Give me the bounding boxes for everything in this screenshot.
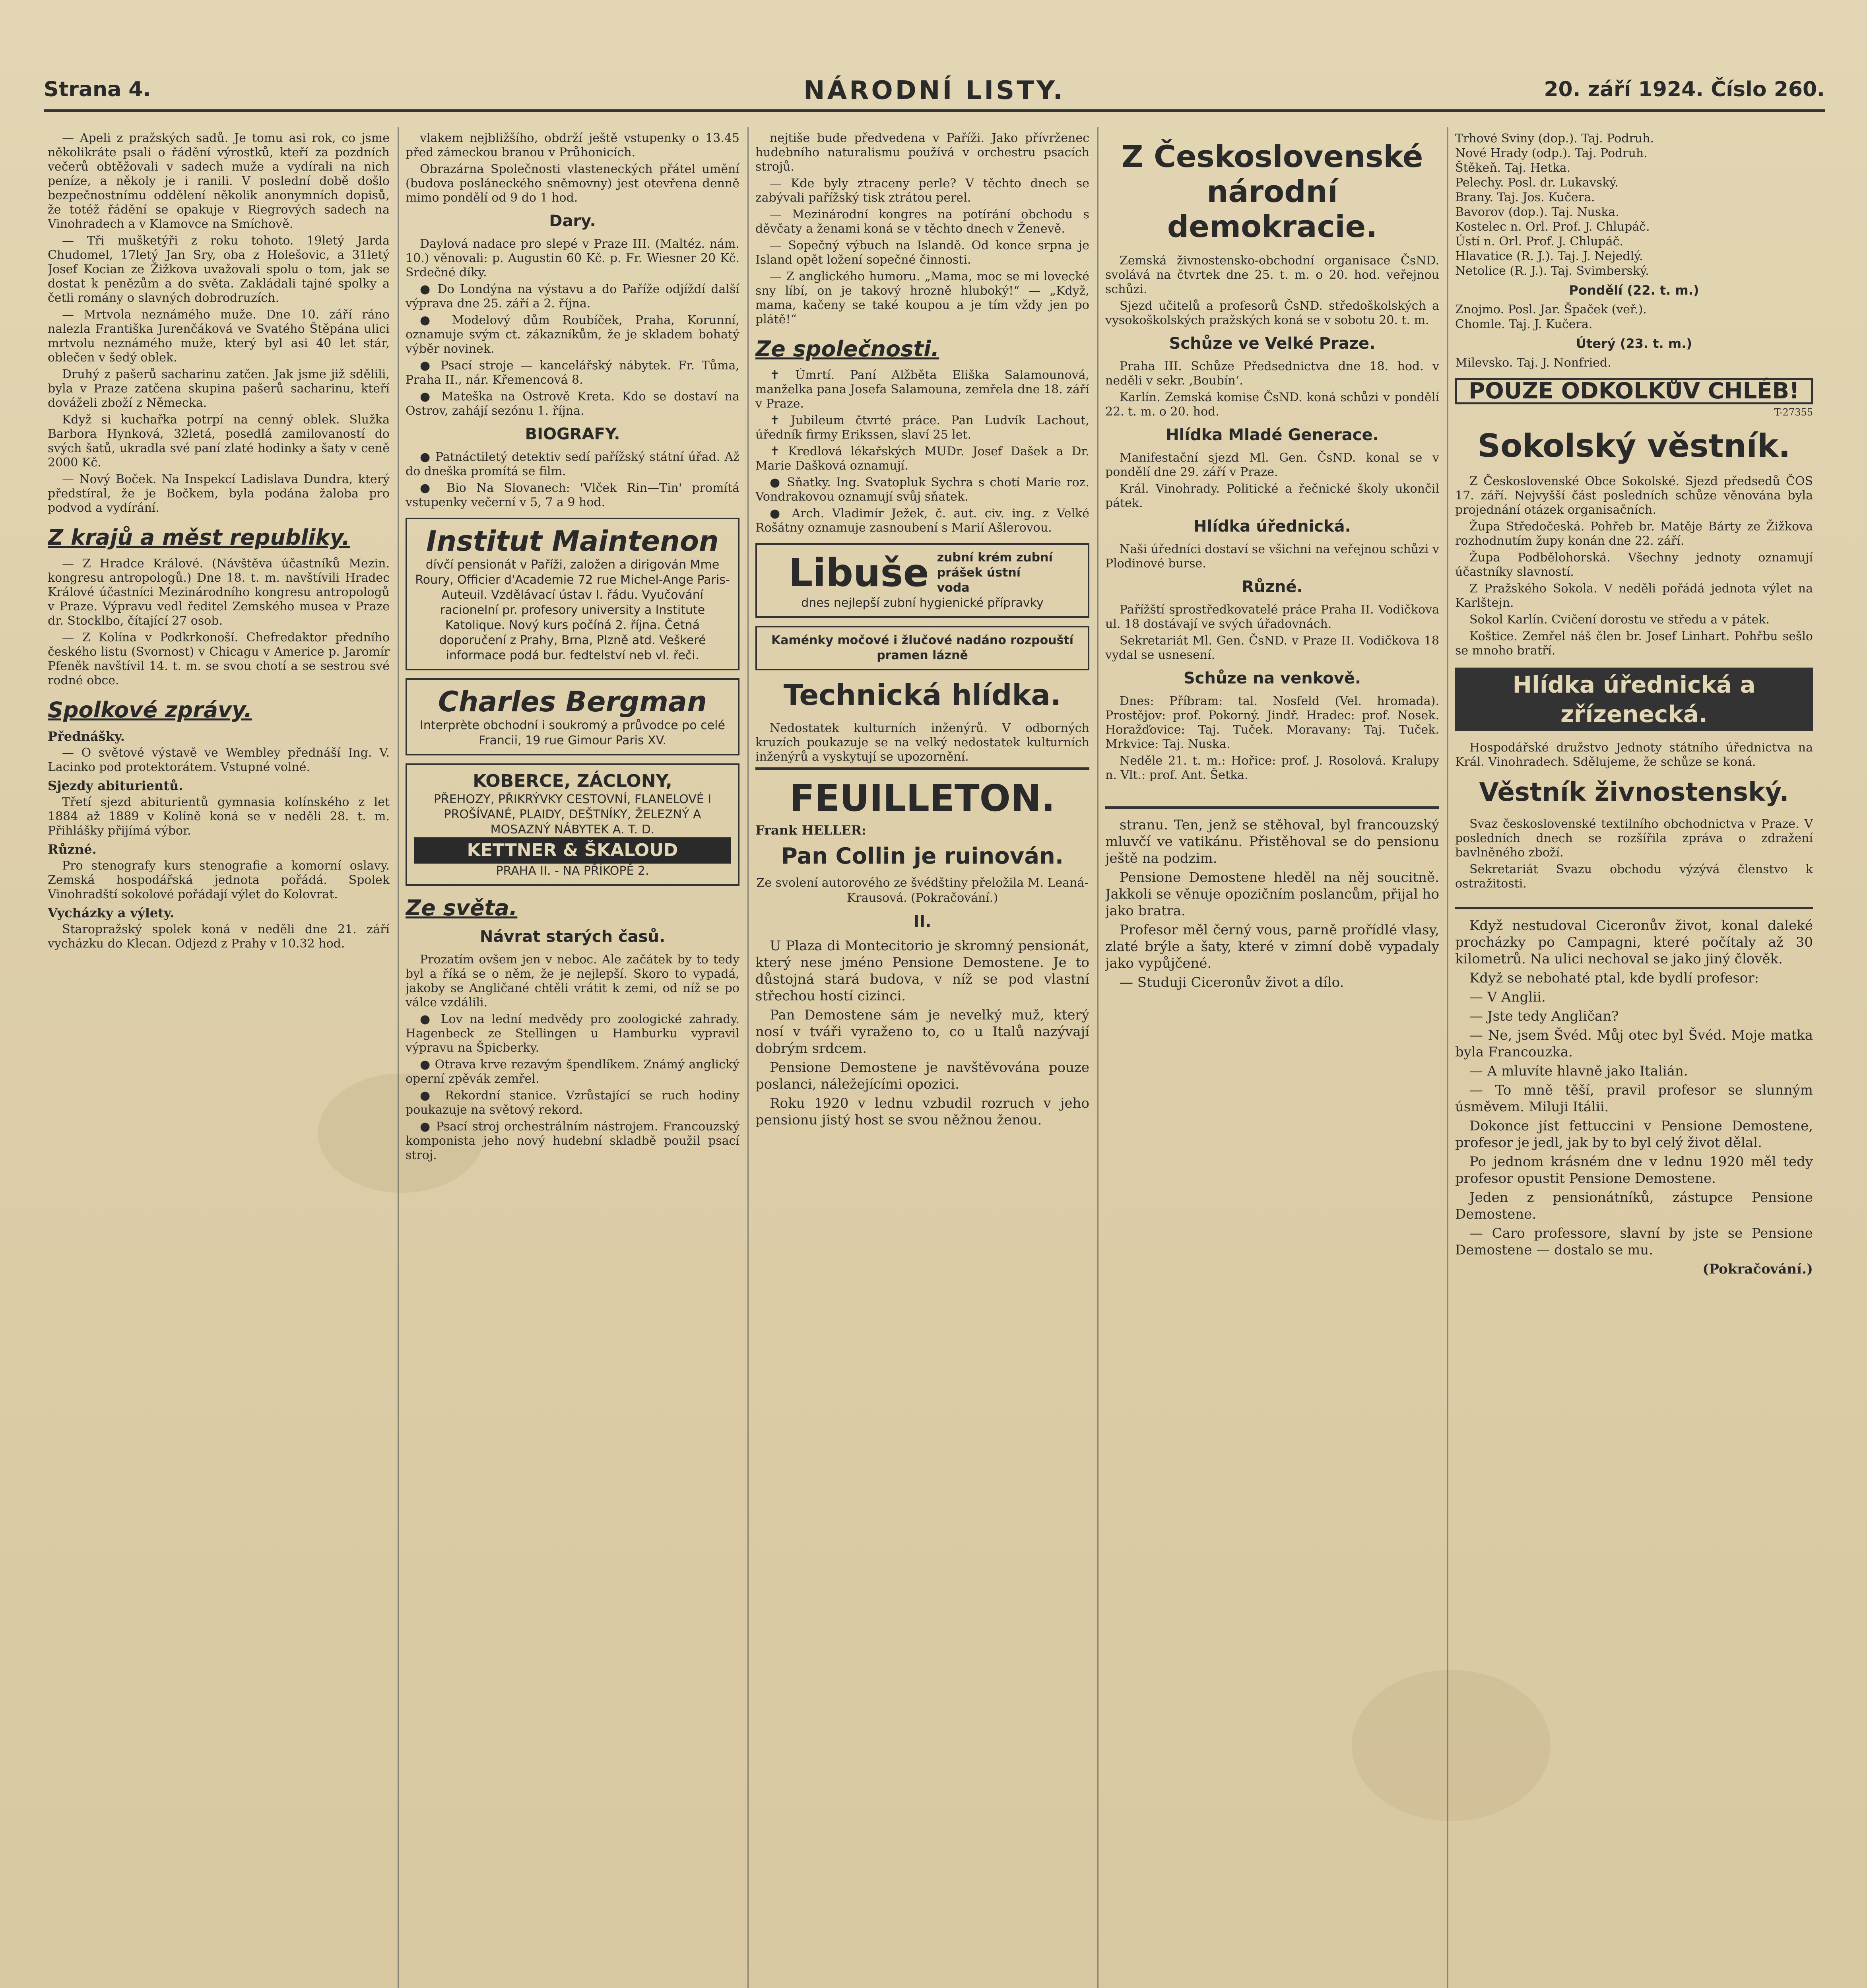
article: Neděle 21. t. m.: Hořice: prof. J. Rosolová. Kralupy n. Vlt.: prof. Ant. Šetka. (1105, 754, 1439, 782)
column-3 (755, 131, 1089, 1988)
article: Pařížští sprostředkovatelé práce Praha II. Vodičkova ul. 18 dostávají ve svých úřadovnách. (1105, 603, 1439, 631)
subheading: Schůze na venkově. (1183, 669, 1361, 687)
ad-title: Charles Bergman (438, 685, 707, 718)
masthead (44, 74, 1825, 112)
subheading: Schůze ve Velké Praze. (1169, 334, 1376, 353)
feuilleton-paragraph: Pan Demostene sám je nevelký muž, který nosí v tváři vyraženo to, co u Italů nazývají dobrým srdcem. (755, 1007, 1089, 1056)
feuilleton-paragraph: stranu. Ten, jenž se stěhoval, byl francouzský mluvčí ve vatikánu. Přistěhoval se do pensionu ještě na podzim. (1105, 817, 1439, 866)
advertisement-maintenon (406, 518, 739, 670)
article: Pro stenografy kurs stenografie a komorní oslavy. Zemská hospodářská jednota pořádá. Spolek Vinohradští sokolové pořádají výlet do Kolovrat. (48, 859, 390, 901)
divider (755, 767, 1089, 770)
article: Z Československé Obce Sokolské. Sjezd předsedů ČOS 17. září. Nejvyšší část posledních schůze věnována byla projednání otázek organisačních. (1455, 474, 1813, 517)
article: ● Modelový dům Roubíček, Praha, Korunní, oznamuje svým ct. zákazníkům, že je skladem bohatý výběr novinek. (406, 313, 739, 356)
ad-text: dívčí pensionát v Paříži, založen a dirigován Mme Roury, Officier d'Academie 72 rue Michel-Ange Paris-Auteuil. Vzdělávací ústav I. řádu. Vyučování racionelní pr. profesory university a Institute Katolique. Nový kurs počíná 2. října. Četná doporučení z Prahy, Brna, Plzně atd. Veškeré informace podá bur. fedtelství neb vl. řeči. (415, 558, 730, 662)
article: Sekretariát Svazu obchodu výzývá členstvo k ostražitosti. (1455, 862, 1813, 891)
section-title: Technická hlídka. (783, 678, 1062, 712)
feuilleton-paragraph: Když se nebohaté ptal, kde bydlí profesor: (1469, 970, 1759, 986)
article: ● Otrava krve rezavým špendlíkem. Známý anglický operní zpěvák zemřel. (406, 1058, 739, 1086)
ad-text: dnes nejlepší zubní hygienické přípravky (801, 596, 1044, 610)
ad-text: Kaménky močové i žlučové nadáno rozpouští pramen lázně (771, 633, 1074, 662)
newspaper-title: NÁRODNÍ LISTY. (803, 76, 1065, 105)
section-heading: Ze světa. (406, 895, 518, 920)
article: ● Psací stroje — kancelářský nábytek. Fr. Tůma, Praha II., nár. Křemencová 8. (406, 359, 739, 387)
feuilleton-paragraph: — Jste tedy Angličan? (1469, 1008, 1619, 1024)
article: Z Pražského Sokola. V neděli pořádá jednota výlet na Karlštejn. (1455, 582, 1813, 610)
article: ● Arch. Vladimír Ježek, č. aut. civ. ing. z Velké Rošátny oznamuje zasnoubení s Marií Ašlerovou. (755, 507, 1089, 535)
article: ✝ Úmrtí. Paní Alžběta Eliška Salamounová, manželka pana Josefa Salamouna, zemřela dne 18. září v Praze. (755, 368, 1089, 411)
list-item: Milevsko. Taj. J. Nonfried. (1455, 356, 1611, 370)
column-5 (1455, 131, 1813, 1988)
article: ✝ Kredlová lékařských MUDr. Josef Dašek a Dr. Marie Dašková oznamují. (755, 445, 1089, 473)
list-item: Trhové Sviny (dop.). Taj. Podruh. (1455, 132, 1654, 146)
article: — Z anglického humoru. „Mama, moc se mi lovecké sny líbí, on je takový hrozně hluboký!“ — „Když, mama, kačeny se také koupou a je tím vždy jen po plátě!“ (755, 270, 1089, 326)
issue-date: 20. září 1924. Číslo 260. (1544, 78, 1825, 101)
article: Sekretariát Ml. Gen. ČsND. v Praze II. Vodičkova 18 vydal se usnesení. (1105, 634, 1439, 662)
ad-address: PRAHA II. - NA PŘÍKOPĚ 2. (496, 864, 649, 878)
article: ● Patnáctiletý detektiv sedí pařížský státní úřad. Až do dneška promítá se film. (406, 450, 739, 478)
advertisement-libuse (755, 543, 1089, 618)
feuilleton-paragraph: Roku 1920 v lednu vzbudil rozruch v jeho pensionu jistý host se svou něžnou ženou. (755, 1095, 1089, 1128)
article: — Kde byly ztraceny perle? V těchto dnech se zabývali pařížský tisk ztrátou perel. (755, 177, 1089, 205)
day-heading: Úterý (23. t. m.) (1576, 336, 1692, 351)
list-item: Hlavatice (R. J.). Taj. J. Nejedlý. (1455, 249, 1643, 263)
article: Dnes: Příbram: tal. Nosfeld (Vel. hromada). Prostějov: prof. Pokorný. Jindř. Hradec: prof. Nosek. Horažďovice: Taj. Tuček. Moravany: Taj. Tuček. Mrkvice: Taj. Nuska. (1105, 694, 1439, 751)
feuilleton-paragraph: U Plaza di Montecitorio je skromný pensionát, který nese jméno Pensione Demostene. Je to důstojná stará budova, v níž se pod vlastní střechou hostí cizinci. (755, 938, 1089, 1004)
advertisement-kamenky (755, 626, 1089, 670)
chapter-number: II. (913, 912, 932, 931)
feuilleton-paragraph: — To mně těší, pravil profesor se slunným úsměvem. Miluji Itálii. (1455, 1082, 1813, 1115)
article: — Sopečný výbuch na Islandě. Od konce srpna je Island opět ložení sopečné činnosti. (755, 239, 1089, 267)
feuilleton-paragraph: Po jednom krásném dne v lednu 1920 měl tedy profesor opustit Pensione Demostene. (1455, 1154, 1813, 1186)
feuilleton-story-title: Pan Collin je ruinován. (781, 843, 1064, 869)
article: Naši úředníci dostaví se všichni na veřejnou schůzi v Plodinové burse. (1105, 542, 1439, 571)
column-rule (1447, 127, 1448, 1988)
article: Manifestační sjezd Ml. Gen. ČsND. konal se v pondělí dne 29. září v Praze. (1105, 451, 1439, 479)
ad-products: zubní krém zubní prášek ústní voda (937, 551, 1053, 595)
ad-text: PŘEHOZY, PŘIKRÝVKY CESTOVNÍ, FLANELOVÉ I PROŠÍVANÉ, PLAIDY, DEŠTNÍKY, ŽELEZNÝ A MOSAZNÝ NÁBYTEK A. T. D. (433, 792, 712, 837)
article: — Nový Boček. Na Inspekcí Ladislava Dundra, který předstíral, že je Bočkem, byla podána žaloba pro podvod a vydírání. (48, 472, 390, 515)
article: — Mrtvola neznámého muže. Dne 10. září ráno nalezla Františka Jurenčáková ve Svatého Štěpána ulici mrtvolu neznámého muže, který byl asi 40 let stár, oblečen v šedý oblek. (48, 308, 390, 365)
article: ● Bio Na Slovanech: 'Vlček Rin—Tin' promítá vstupenky večerní v 5, 7 a 9 hod. (406, 481, 739, 509)
section-title: Z Československé národní demokracie. (1121, 139, 1423, 244)
list-item: Pelechy. Posl. dr. Lukavský. (1455, 176, 1619, 190)
ad-text: Interprète obchodní i soukromý a průvodce po celé Francii, 19 rue Gimour Paris XV. (420, 718, 725, 747)
divider (1455, 907, 1813, 909)
article: nejtiše bude předvedena v Paříži. Jako přívrženec hudebního naturalismu používá v orchestru psacích strojů. (755, 131, 1089, 174)
column-rule (747, 127, 749, 1988)
subheading: Různé. (1242, 578, 1303, 596)
article: Prozatím ovšem jen v neboc. Ale začátek by to tedy byl a říká se o něm, že je nejlepší. Skoro to vypadá, jakoby se Angličané chtěli vrátit k zemi, od níž se po válce vzdálili. (406, 953, 739, 1010)
feuilleton-paragraph: — Studuji Ciceronův život a dílo. (1120, 975, 1344, 990)
article: Koštice. Zemřel náš člen br. Josef Linhart. Pohřbu sešlo se mnoho bratří. (1455, 629, 1813, 658)
article: — Tři mušketýři z roku tohoto. 19letý Jarda Chudomel, 17letý Jan Sry, oba z Holešovic, a 31letý Josef Kocian ze Žižkova uvažovali spolu o tom, jak se dostat k penězům a do světa. Zakládali tajné spolky a četli romány o slavných dobrodruzích. (48, 234, 390, 305)
list-item: Ústí n. Orl. Prof. J. Chlupáč. (1455, 235, 1623, 248)
meeting-list (1455, 131, 1813, 370)
article: ● Do Londýna na výstavu a do Paříže odjíždí další výprava dne 25. září a 2. října. (406, 282, 739, 311)
article: ● Psací stroj orchestrálním nástrojem. Francouzský komponista jeho nový hudební skladbě použil psací stroj. (406, 1120, 739, 1162)
column-rule (1097, 127, 1098, 1988)
article: ● Lov na lední medvědy pro zoologické zahrady. Hagenbeck ze Stellingen u Hamburku vypravil výpravu na Špicberky. (406, 1012, 739, 1055)
section-heading: Spolkové zprávy. (48, 697, 252, 722)
section-title: Věstník živnostenský. (1479, 778, 1789, 807)
article: Obrazárna Společnosti vlasteneckých přátel umění (budova posláneckého sněmovny) jest otevřena denně mimo pondělí od 9 do 1 hod. (406, 162, 739, 205)
subheading: BIOGRAFY. (525, 425, 620, 443)
article: Zemská živnostensko-obchodní organisace ČsND. svolává na čtvrtek dne 25. t. m. o 20. hod. veřejnou schůzi. (1105, 254, 1439, 296)
article: — Apeli z pražských sadů. Je tomu asi rok, co jsme několikráte psali o řádění výrostků, kteří za pozdních večerů obtěžovali v sadech muže a vydírali na nich peníze, a několy je i ranili. V poslední době došlo bezpečnostnímu oddělení několik anonymních dopisů, že totéž řádění se opakuje v Riegrových sadech na Vinohradech a v Klamovce na Smíchově. (48, 131, 390, 231)
article: ● Sňatky. Ing. Svatopluk Sychra s chotí Marie roz. Vondrakovou oznamují svůj sňatek. (755, 476, 1089, 504)
feuilleton-paragraph: Dokonce jíst fettuccini v Pensione Demostene, profesor je jedl, jak by to byl celý život dělal. (1455, 1118, 1813, 1151)
subheading: Hlídka Mladé Generace. (1166, 426, 1379, 444)
list-item: Znojmo. Posl. Jar. Špaček (veř.). (1455, 303, 1647, 316)
list-item: Štěkeň. Taj. Hetka. (1455, 161, 1571, 175)
article: Župa Podbělohorská. Všechny jednoty oznamují účastníky slavností. (1455, 551, 1813, 579)
article: ✝ Jubileum čtvrté práce. Pan Ludvík Lachout, úředník firmy Erikssen, slaví 25 let. (755, 414, 1089, 442)
subheading: Dary. (549, 212, 596, 230)
feuilleton-author: Frank HELLER: (755, 823, 866, 838)
feuilleton-paragraph: Když nestudoval Ciceronův život, konal daleké procházky po Campagni, které počítaly až 30 kilometrů. Na ulici nechoval se jako jiný člověk. (1455, 918, 1813, 967)
article: Daylová nadace pro slepé v Praze III. (Maltéz. nám. 10.) věnovali: p. Augustin 60 Kč. p. Fr. Wiesner 20 Kč. Srdečné díky. (406, 237, 739, 280)
column-4 (1105, 131, 1439, 1988)
advertisement-kettner (406, 763, 739, 886)
feuilleton-paragraph: — A mluvíte hlavně jako Italián. (1469, 1063, 1688, 1079)
article: ● Mateška na Ostrově Kreta. Kdo se dostaví na Ostrov, zahájí sezónu 1. října. (406, 390, 739, 418)
article: Když si kuchařka potrpí na cenný oblek. Služka Barbora Hynková, 32letá, posedlá zamilovaností do svých šatů, ukradla své paní zlaté hodinky a šaty v ceně 2000 Kč. (48, 413, 390, 470)
article: ● Rekordní stanice. Vzrůstající se ruch hodiny poukazuje na světový rekord. (406, 1089, 739, 1117)
article: Druhý z pašerů sacharinu zatčen. Jak jsme již sdělili, byla v Praze zatčena skupina pašerů sacharinu, kteří dováželi zboží z Německa. (48, 367, 390, 410)
article-title: Návrat starých časů. (479, 928, 666, 946)
feuilleton-paragraph: Jeden z pensionátníků, zástupce Pensione Demostene. (1455, 1190, 1813, 1222)
article: Sjezd učitelů a profesorů ČsND. středoškolských a vysokoškolských pražských koná se v sobotu 20. t. m. (1105, 299, 1439, 327)
column-2 (406, 131, 739, 1988)
article: — Z Kolína v Podkrkonoší. Chefredaktor předního českého listu (Svornost) v Chicagu v Americe p. Jaromír Pfeněk navštívil 14. t. m. se svou chotí a se sestrou své rodné obce. (48, 631, 390, 687)
column-rule (398, 127, 399, 1988)
feuilleton-paragraph: Pensione Demostene je navštěvována pouze poslanci, náležejícími opozici. (755, 1060, 1089, 1092)
ad-title: Institut Maintenon (426, 525, 719, 557)
article: Třetí sjezd abiturientů gymnasia kolínského z let 1884 až 1889 v Kolíně koná se v neděli 28. t. m. Přihlášky přijímá výbor. (48, 795, 390, 838)
article: Svaz československé textilního obchodnictva v Praze. V posledních dnech se rozšířila zpráva o zdražení bavlněného zboží. (1455, 817, 1813, 860)
subheading: Vycházky a výlety. (48, 905, 175, 920)
article: Praha III. Schůze Předsednictva dne 18. hod. v neděli v sekr. ‚Boubín‘. (1105, 359, 1439, 388)
article: — Mezinárodní kongres na potírání obchodu s děvčaty a ženami koná se v těchto dnech v Ženevě. (755, 208, 1089, 236)
list-item: Kostelec n. Orl. Prof. J. Chlupáč. (1455, 220, 1650, 234)
article: — O světové výstavě ve Wembley přednáší Ing. V. Lacinko pod protektorátem. Vstupné volné. (48, 746, 390, 774)
advertisement-bergman (406, 678, 739, 755)
feuilleton-paragraph: Pensione Demostene hleděl na něj soucitně. Jakkoli se věnuje opozičním poslancům, přijal ho jako bratra. (1105, 870, 1439, 919)
day-heading: Pondělí (22. t. m.) (1569, 283, 1699, 298)
article: Hospodářské družstvo Jednoty státního úřednictva na Král. Vinohradech. Sdělujeme, že schůze se koná. (1455, 741, 1813, 769)
column-1 (48, 131, 390, 1988)
ad-code: T-27355 (1774, 407, 1813, 418)
advertisement-bread: POUZE ODKOLKŮV CHLÉB! (1455, 378, 1813, 404)
ad-brand: KETTNER & ŠKALOUD (414, 837, 731, 864)
feuilleton-paragraph: — Caro professore, slavní by jste se Pensione Demostene — dostalo se mu. (1455, 1225, 1813, 1258)
section-heading: Z krajů a měst republiky. (48, 525, 350, 550)
feuilleton-paragraph: — V Anglii. (1469, 989, 1546, 1005)
article: vlakem nejbližšího, obdrží ještě vstupenky o 13.45 před zámeckou branou v Průhonicích. (406, 131, 739, 159)
article: Sokol Karlín. Cvičení dorostu ve středu a v pátek. (1469, 613, 1770, 627)
article: Staropražský spolek koná v neděli dne 21. září vycházku do Klecan. Odjezd z Prahy v 10.32 hod. (48, 922, 390, 951)
feuilleton-title: FEUILLETON. (790, 777, 1055, 819)
article: Karlín. Zemská komise ČsND. koná schůzi v pondělí 22. t. m. o 20. hod. (1105, 390, 1439, 419)
article: Král. Vinohrady. Politické a řečnické školy ukončil pátek. (1105, 482, 1439, 510)
list-item: Netolice (R. J.). Taj. Svimberský. (1455, 264, 1649, 278)
subheading: Sjezdy abiturientů. (48, 778, 183, 793)
list-item: Brany. Taj. Jos. Kučera. (1455, 190, 1595, 204)
article: — Z Hradce Králové. (Návštěva účastníků Mezin. kongresu antropologů.) Dne 18. t. m. navštívili Hradec Králové účastníci Mezinárodního kongresu antropologů v Praze. Výpravu vedl ředitel Zemského musea v Praze dr. Stocklbo, čítající 27 osob. (48, 557, 390, 628)
list-item: Nové Hrady (odp.). Taj. Podruh. (1455, 146, 1648, 160)
page-number: Strana 4. (44, 78, 151, 101)
section-banner: Hlídka úřednická a zřízenecká. (1455, 668, 1813, 731)
continuation-note: (Pokračování.) (1702, 1261, 1813, 1277)
subheading: Přednášky. (48, 729, 125, 744)
article: Župa Středočeská. Pohřeb br. Matěje Bárty ze Žižkova rozhodnutím župy konán dne 22. září. (1455, 520, 1813, 548)
subheading: Hlídka úřednická. (1194, 517, 1351, 536)
list-item: Chomle. Taj. J. Kučera. (1455, 317, 1593, 331)
section-title: Sokolský věstník. (1477, 427, 1791, 464)
feuilleton-paragraph: Profesor měl černý vous, parně prořídlé vlasy, zlaté brýle a šaty, které v zimní době vypadaly jako vypůjčené. (1105, 922, 1439, 971)
subheading: Různé. (48, 842, 97, 857)
article: Nedostatek kulturních inženýrů. V odborných kruzích poukazuje se na velký nedostatek kulturních inženýrů a vyskytují se upozornění. (755, 721, 1089, 764)
ad-title: KOBERCE, ZÁCLONY, (473, 771, 672, 791)
section-heading: Ze společnosti. (755, 336, 939, 361)
ad-title: Libuše (788, 551, 929, 595)
feuilleton-paragraph: — Ne, jsem Švéd. Můj otec byl Švéd. Moje matka byla Francouzka. (1455, 1027, 1813, 1060)
feuilleton-note: Ze svolení autorového ze švédštiny přeložila M. Leaná-Krausová. (Pokračování.) (756, 876, 1089, 905)
divider (1105, 806, 1439, 809)
list-item: Bavorov (dop.). Taj. Nuska. (1455, 205, 1619, 219)
